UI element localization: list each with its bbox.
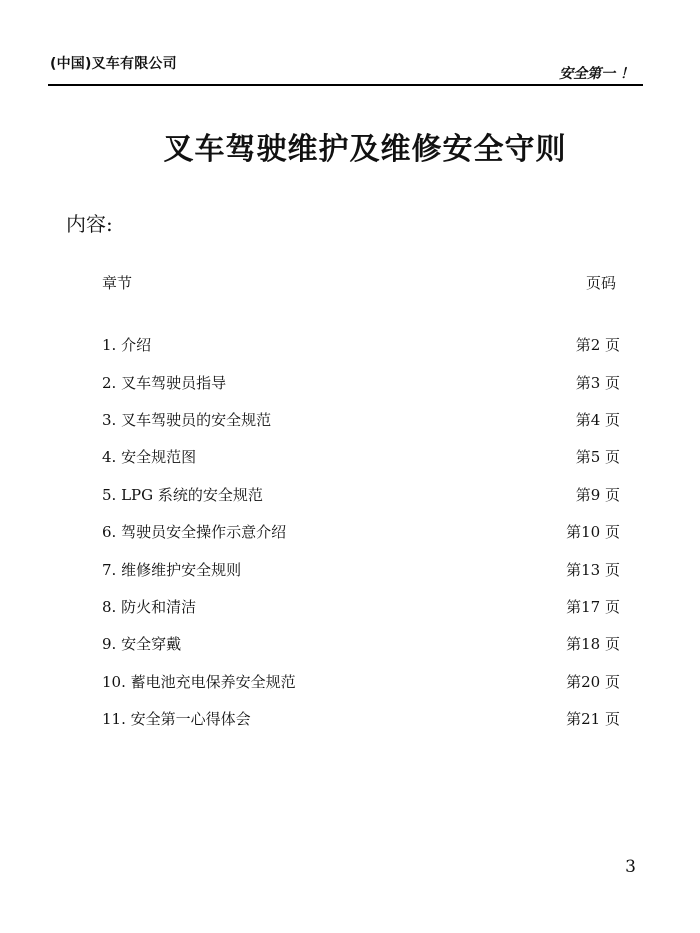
toc-page-ref: 第20 页: [566, 672, 620, 691]
contents-heading: 内容:: [66, 212, 113, 236]
toc-entry: [102, 588, 620, 625]
toc-chapter-title: 3. 叉车驾驶员的安全规范: [102, 410, 272, 429]
toc-chapter-title: 4. 安全规范图: [102, 448, 197, 467]
header-divider: [48, 84, 643, 86]
toc-page-ref: 第10 页: [566, 523, 620, 542]
toc-page-ref: 第17 页: [566, 597, 620, 616]
toc-page-ref: 第18 页: [566, 635, 620, 654]
table-of-contents: [102, 326, 620, 737]
toc-page-ref: 第5 页: [575, 448, 620, 467]
chapter-column-header: 章节: [102, 274, 133, 292]
toc-entry: [102, 363, 620, 400]
toc-entry: [102, 476, 620, 513]
toc-entry: [102, 700, 620, 737]
toc-page-ref: 第3 页: [575, 373, 620, 392]
toc-chapter-title: 10. 蓄电池充电保养安全规范: [102, 672, 296, 691]
toc-chapter-title: 5. LPG 系统的安全规范: [102, 485, 263, 504]
header-company: (中国)叉车有限公司: [50, 56, 177, 72]
toc-entry: [102, 401, 620, 438]
toc-entry: [102, 326, 620, 363]
toc-page-ref: 第21 页: [566, 710, 620, 729]
toc-chapter-title: 2. 叉车驾驶员指导: [102, 373, 227, 392]
toc-chapter-title: 6. 驾驶员安全操作示意介绍: [102, 523, 287, 542]
toc-page-ref: 第4 页: [575, 410, 620, 429]
toc-chapter-title: 9. 安全穿戴: [102, 635, 182, 654]
toc-entry: [102, 625, 620, 662]
toc-page-ref: 第9 页: [575, 485, 620, 504]
toc-chapter-title: 7. 维修维护安全规则: [102, 560, 242, 579]
document-title: 叉车驾驶维护及维修安全守则: [163, 132, 567, 167]
toc-entry: [102, 663, 620, 700]
header-slogan: 安全第一 ！: [559, 66, 634, 82]
page-column-header: 页码: [586, 274, 617, 292]
page-number: 3: [625, 857, 636, 877]
toc-chapter-title: 8. 防火和清洁: [102, 597, 197, 616]
toc-entry: [102, 438, 620, 475]
toc-page-ref: 第2 页: [575, 336, 620, 355]
toc-chapter-title: 11. 安全第一心得体会: [102, 710, 251, 729]
toc-entry: [102, 513, 620, 550]
toc-chapter-title: 1. 介绍: [102, 336, 152, 355]
toc-entry: [102, 550, 620, 587]
toc-page-ref: 第13 页: [566, 560, 620, 579]
